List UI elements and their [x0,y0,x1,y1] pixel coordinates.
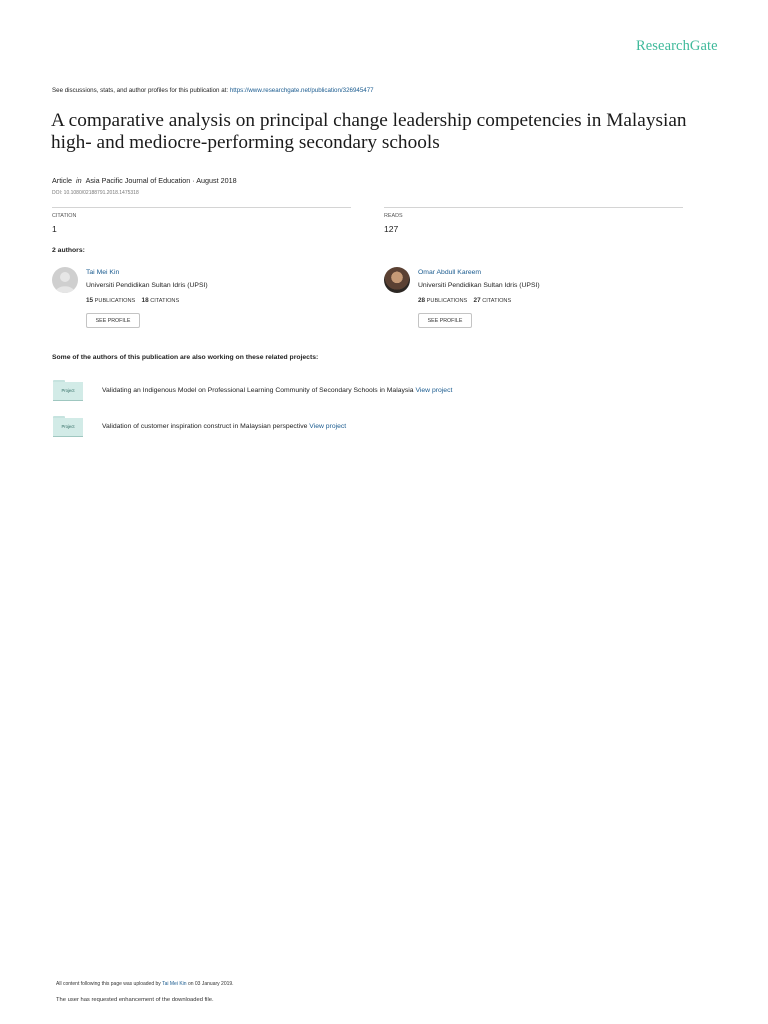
journal-name: Asia Pacific Journal of Education · August 2018 [85,176,237,185]
enhancement-note: The user has requested enhancement of the downloaded file. [56,997,214,1003]
article-meta [52,176,237,185]
see-discussions-text: See discussions, stats, and author profiles for this publication at: [52,87,229,94]
project-folder-icon [53,380,83,400]
publications-label: PUBLICATIONS [94,298,136,304]
author-affiliation: Universiti Pendidikan Sultan Idris (UPSI) [86,282,208,289]
project-badge: Project [53,382,83,401]
view-project-link[interactable]: View project [309,423,347,430]
avatar[interactable] [384,267,410,293]
publications-count: 28 [418,297,426,304]
author-stats [86,297,179,304]
publication-url-link[interactable]: https://www.researchgate.net/publication/326945477 [229,87,374,94]
publications-count: 15 [86,297,94,304]
reads-label: READS [384,213,403,219]
avatar[interactable] [52,267,78,293]
citation-label: CITATION [52,213,77,219]
project-item [102,387,452,394]
citations-count: 18 [141,297,149,304]
author-stats [418,297,511,304]
author-name-link[interactable]: Omar Abdull Kareem [418,269,482,276]
doi: DOI: 10.1080/02188791.2018.1475318 [52,190,139,196]
citations-label: CITATIONS [150,298,180,304]
uploader-link[interactable]: Tai Mei Kin [162,981,187,987]
upload-suffix: on 03 January 2019. [187,981,234,987]
publications-label: PUBLICATIONS [426,298,468,304]
upload-note [56,981,234,987]
page-title: A comparative analysis on principal change leadership competencies in Malaysian high- and mediocre-performing secondary schools [51,110,687,153]
article-type: Article [52,176,72,185]
author-affiliation: Universiti Pendidikan Sultan Idris (UPSI) [418,282,540,289]
project-item [102,423,346,430]
default-user-icon [52,267,78,293]
project-title: Validation of customer inspiration construct in Malaysian perspective [102,423,308,430]
authors-heading: 2 authors: [52,247,85,254]
citations-count: 27 [473,297,481,304]
project-folder-icon [53,416,83,436]
researchgate-logo[interactable]: ResearchGate [636,38,718,54]
reads-count: 127 [384,224,399,234]
citation-count: 1 [52,224,57,234]
divider-left [52,207,351,208]
divider-right [384,207,683,208]
upload-prefix: All content following this page was uploaded by [56,981,161,987]
project-badge: Project [53,418,83,437]
project-title: Validating an Indigenous Model on Professional Learning Community of Secondary Schools in Malaysia [102,387,414,394]
in-text: in [75,176,82,185]
see-profile-button[interactable]: SEE PROFILE [418,313,472,328]
author-name-link[interactable]: Tai Mei Kin [86,269,120,276]
related-projects-heading: Some of the authors of this publication are also working on these related projects: [52,354,319,361]
view-project-link[interactable]: View project [415,387,453,394]
citations-label: CITATIONS [482,298,512,304]
see-discussions-line [52,87,374,94]
see-profile-button[interactable]: SEE PROFILE [86,313,140,328]
